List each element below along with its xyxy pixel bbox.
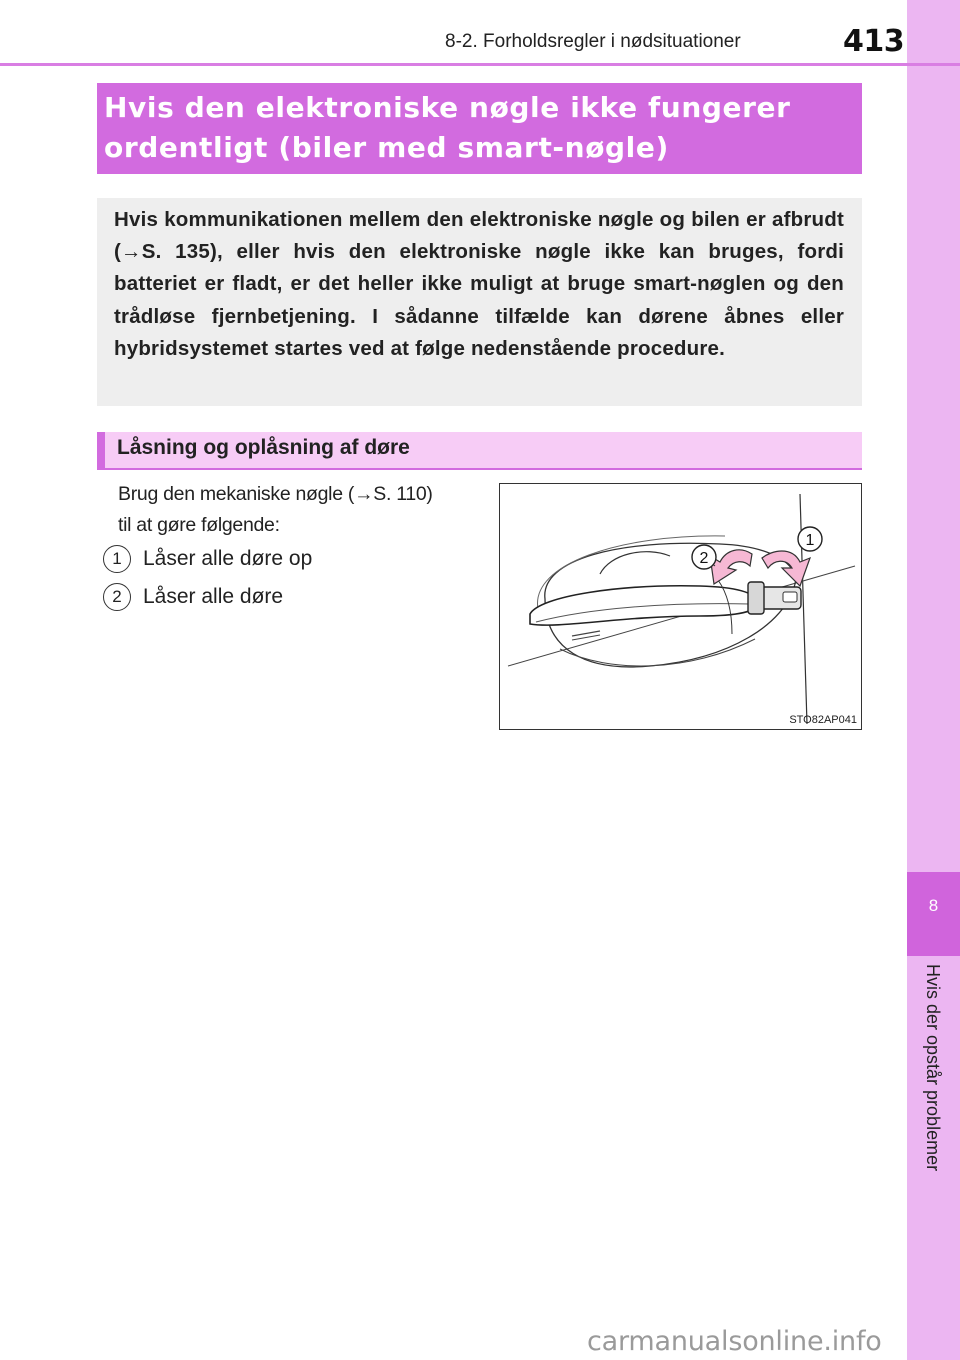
subsection-title: Låsning og oplåsning af døre xyxy=(117,436,410,459)
chapter-title: Hvis der opstår problemer xyxy=(923,964,943,1172)
step-item-1 xyxy=(103,544,312,574)
body-line-2: til at gøre følgende: xyxy=(118,514,280,536)
topic-title-line-2: ordentligt (biler med smart-nøgle) xyxy=(104,131,669,164)
callout-2: 2 xyxy=(699,550,709,567)
step-number-badge: 2 xyxy=(103,583,131,611)
section-header: 8-2. Forholdsregler i nødsituationer xyxy=(445,31,741,52)
door-handle-illustration xyxy=(499,483,862,730)
body-paragraph xyxy=(118,479,488,541)
callout-1: 1 xyxy=(805,532,815,549)
step-text: Låser alle døre op xyxy=(143,547,313,570)
watermark: carmanualsonline.info xyxy=(587,1326,882,1357)
intro-box xyxy=(97,198,862,406)
step-text: Låser alle døre xyxy=(143,585,284,608)
topic-title-box xyxy=(97,83,862,174)
subsection-heading-box xyxy=(97,432,862,470)
step-number-badge: 1 xyxy=(103,545,131,573)
body-line-1: Brug den mekaniske nøgle (→S. 110) xyxy=(118,483,433,505)
header-divider xyxy=(0,63,960,66)
intro-text: Hvis kommunikationen mellem den elektroniske nøgle og bilen er afbrudt (→S. 135), eller hvis den elektroniske nøgle ikke kan bruges, fordi batteriet er fladt, er det heller ikke muligt at bruge smart-nøglen og den trådløse fjernbetjening. I sådanne tilfælde kan dørene åbnes eller hybridsystemet startes ved at følge nedenstående procedure. xyxy=(114,208,844,360)
page-number: 413 xyxy=(843,24,905,59)
chapter-number: 8 xyxy=(928,896,939,915)
figure-code: STO82AP041 xyxy=(789,714,857,726)
door-handle-drawing xyxy=(500,484,862,730)
topic-title-line-1: Hvis den elektroniske nøgle ikke fungerer xyxy=(104,91,791,124)
step-item-2 xyxy=(103,582,283,612)
